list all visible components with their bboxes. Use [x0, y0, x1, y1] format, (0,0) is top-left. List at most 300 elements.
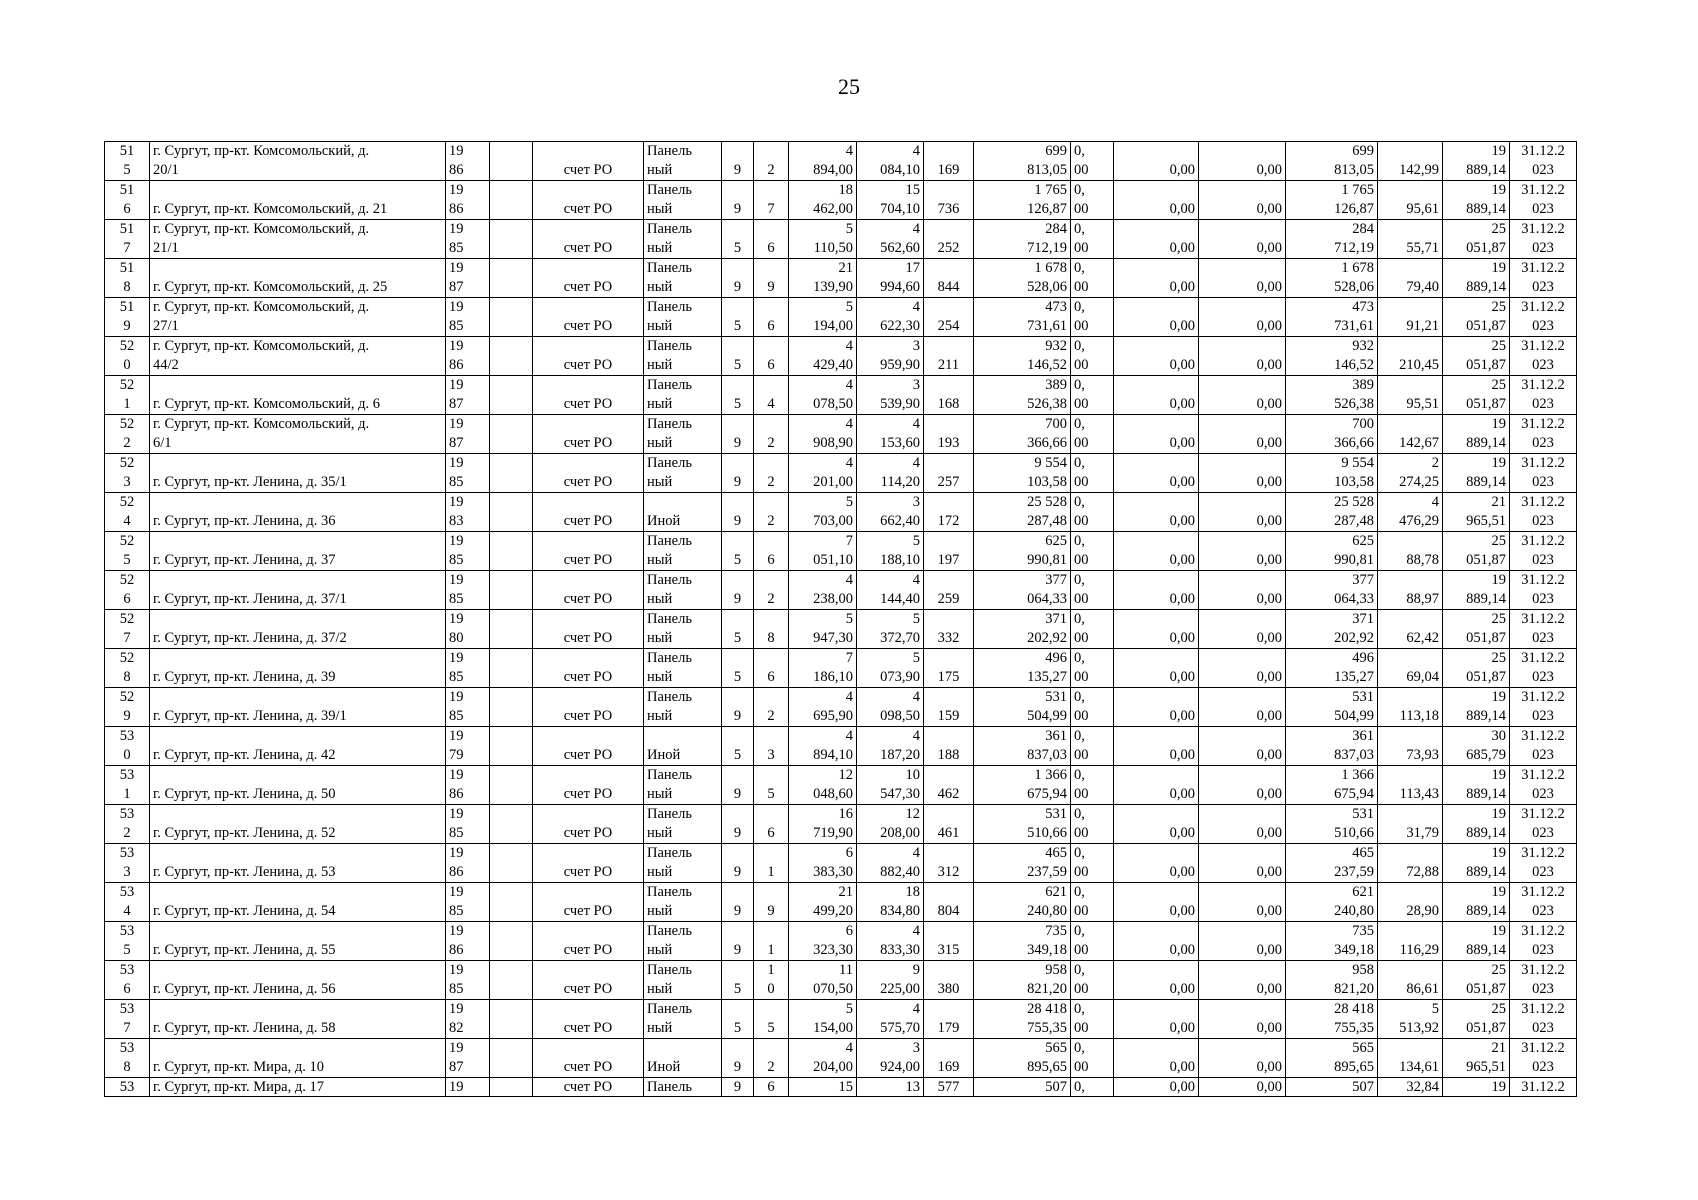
cell-zero-value [1071, 883, 1114, 922]
cell-funds-2 [1199, 610, 1286, 649]
cell-unit-cost-line [1381, 142, 1439, 161]
cell-cost-owners-line: 699 [1352, 143, 1374, 159]
cell-limit-cost-line: 19 [1491, 845, 1506, 861]
cell-year-built [446, 376, 490, 415]
cell-fund-method-line [536, 805, 640, 824]
cell-wall-material-line: ный [647, 552, 673, 568]
cell-residents [924, 532, 974, 571]
cell-funds-1-line [1117, 766, 1195, 785]
cell-floors-line: 9 [733, 1079, 742, 1095]
cell-funds-2 [1199, 142, 1286, 181]
cell-fund-method [533, 1078, 644, 1097]
cell-empty-line [493, 571, 529, 590]
cell-floors-line: 5 [733, 1020, 742, 1036]
cell-wall-material [644, 1000, 722, 1039]
cell-cost-owners [1286, 649, 1378, 688]
cell-wall-material-line: Панель [647, 299, 692, 315]
cell-residents [924, 220, 974, 259]
cell-floors [722, 922, 754, 961]
cell-cost-total-line: 1 678 [1034, 260, 1067, 276]
cell-cost-owners [1286, 961, 1378, 1000]
cell-limit-cost-line: 19 [1491, 182, 1506, 198]
cell-zero-value-line: 00 [1074, 162, 1089, 178]
cell-limit-cost [1443, 1000, 1510, 1039]
cell-planned-date-line: 023 [1532, 903, 1554, 919]
cell-cost-total-line: 287,48 [1027, 513, 1067, 529]
cell-unit-cost [1378, 610, 1443, 649]
cell-year-built [446, 805, 490, 844]
cell-premises-area [857, 415, 924, 454]
cell-year-built-line: 85 [449, 474, 464, 490]
cell-total-area [789, 883, 857, 922]
cell-cost-total [974, 1039, 1071, 1078]
cell-row-number-line: 0 [123, 747, 131, 763]
cell-wall-material-line [647, 1039, 718, 1058]
cell-total-area [789, 1000, 857, 1039]
cell-fund-method [533, 259, 644, 298]
cell-row-number [105, 1078, 150, 1097]
cell-funds-2-line: 0,00 [1256, 591, 1282, 607]
cell-entrances-line [757, 337, 785, 356]
cell-funds-2 [1199, 1000, 1286, 1039]
cell-entrances [754, 727, 789, 766]
cell-entrances [754, 142, 789, 181]
cell-funds-2-line [1202, 298, 1282, 317]
cell-unit-cost-line: 55,71 [1406, 240, 1439, 256]
cell-empty-line [493, 785, 529, 804]
cell-planned-date-line: 023 [1532, 591, 1554, 607]
cell-year-built-line: 19 [449, 1040, 464, 1056]
cell-floors-line [725, 220, 750, 239]
cell-zero-value-line: 0, [1074, 338, 1085, 354]
cell-limit-cost-line: 051,87 [1466, 981, 1506, 997]
cell-cost-owners-line: 465 [1352, 845, 1374, 861]
cell-residents-line [927, 766, 970, 785]
table-body [105, 142, 1577, 1097]
cell-zero-value-line: 0, [1074, 689, 1085, 705]
cell-row-number [105, 337, 150, 376]
cell-limit-cost-line: 889,14 [1466, 435, 1506, 451]
cell-unit-cost-line [1381, 376, 1439, 395]
cell-funds-2-line: 0,00 [1256, 708, 1282, 724]
cell-year-built-line: 85 [449, 981, 464, 997]
cell-floors-line [725, 649, 750, 668]
cell-zero-value-line: 0, [1074, 611, 1085, 627]
cell-address-line: г. Сургут, пр-кт. Ленина, д. 53 [153, 864, 336, 880]
cell-funds-1-line: 0,00 [1169, 474, 1195, 490]
cell-row-number-line: 52 [119, 689, 135, 705]
cell-planned-date-line: 31.12.2 [1521, 299, 1565, 315]
cell-premises-area-line: 153,60 [880, 435, 920, 451]
cell-row-number-line: 6 [123, 981, 131, 997]
cell-wall-material-line: Панель [647, 650, 692, 666]
cell-limit-cost [1443, 298, 1510, 337]
cell-total-area-line: 4 [845, 455, 853, 471]
cell-fund-method [533, 883, 644, 922]
cell-funds-2 [1199, 181, 1286, 220]
cell-address-line: г. Сургут, пр-кт. Ленина, д. 35/1 [153, 474, 347, 490]
cell-total-area-line: 4 [845, 572, 853, 588]
cell-zero-value-line: 00 [1074, 1059, 1089, 1075]
cell-premises-area-line: 084,10 [880, 162, 920, 178]
cell-address-line [153, 532, 442, 551]
cell-total-area [789, 220, 857, 259]
cell-cost-owners-line: 126,87 [1334, 201, 1374, 217]
cell-year-built-line: 86 [449, 864, 464, 880]
cell-floors-line [725, 181, 750, 200]
cell-cost-total-line: 237,59 [1027, 864, 1067, 880]
cell-residents [924, 1000, 974, 1039]
cell-row-number [105, 1000, 150, 1039]
cell-residents-line: 168 [937, 396, 960, 412]
cell-entrances [754, 688, 789, 727]
cell-floors-line [725, 688, 750, 707]
cell-limit-cost-line: 19 [1491, 260, 1506, 276]
cell-total-area-line: 139,90 [813, 279, 853, 295]
cell-empty-line [493, 1078, 529, 1096]
cell-zero-value-line: 0, [1074, 1001, 1085, 1017]
cell-cost-total-line: 103,58 [1027, 474, 1067, 490]
cell-wall-material-line: ный [647, 903, 673, 919]
cell-wall-material-line: Панель [647, 884, 692, 900]
cell-premises-area-line: 833,30 [880, 942, 920, 958]
cell-premises-area-line: 994,60 [880, 279, 920, 295]
cell-cost-total-line: 895,65 [1027, 1059, 1067, 1075]
cell-funds-2 [1199, 532, 1286, 571]
cell-cost-total-line: 712,19 [1027, 240, 1067, 256]
cell-premises-area-line: 225,00 [880, 981, 920, 997]
cell-cost-owners-line: 371 [1352, 611, 1374, 627]
cell-empty [490, 922, 533, 961]
cell-unit-cost [1378, 805, 1443, 844]
cell-funds-1 [1114, 298, 1199, 337]
cell-total-area [789, 688, 857, 727]
cell-empty [490, 688, 533, 727]
cell-zero-value-line: 0, [1074, 377, 1085, 393]
cell-year-built-line: 85 [449, 825, 464, 841]
cell-limit-cost-line: 25 [1491, 338, 1506, 354]
cell-funds-1 [1114, 610, 1199, 649]
cell-cost-owners-line: 135,27 [1334, 669, 1374, 685]
cell-zero-value-line: 0, [1074, 728, 1085, 744]
cell-year-built-line: 19 [449, 182, 464, 198]
cell-year-built [446, 220, 490, 259]
cell-cost-owners-line: 990,81 [1334, 552, 1374, 568]
cell-planned-date-line: 023 [1532, 357, 1554, 373]
cell-row-number-line: 53 [119, 884, 135, 900]
cell-funds-1-line: 0,00 [1169, 318, 1195, 334]
cell-planned-date-line: 023 [1532, 981, 1554, 997]
cell-address-line: г. Сургут, пр-кт. Комсомольский, д. [153, 338, 370, 354]
cell-year-built-line: 82 [449, 1020, 464, 1036]
cell-address-line: г. Сургут, пр-кт. Мира, д. 17 [153, 1079, 324, 1095]
cell-cost-total [974, 142, 1071, 181]
cell-residents-line: 259 [937, 591, 960, 607]
cell-floors-line [725, 337, 750, 356]
cell-year-built [446, 961, 490, 1000]
cell-unit-cost-line: 32,84 [1406, 1079, 1439, 1095]
cell-fund-method [533, 454, 644, 493]
cell-empty-line [493, 532, 529, 551]
cell-total-area [789, 727, 857, 766]
cell-funds-2 [1199, 415, 1286, 454]
cell-fund-method [533, 298, 644, 337]
table-row [105, 1039, 1577, 1078]
cell-cost-total [974, 649, 1071, 688]
cell-funds-2-line [1202, 766, 1282, 785]
cell-row-number-line: 53 [119, 767, 135, 783]
cell-residents-line: 332 [937, 630, 960, 646]
cell-unit-cost-line [1381, 532, 1439, 551]
cell-limit-cost-line: 051,87 [1466, 669, 1506, 685]
cell-wall-material [644, 922, 722, 961]
cell-year-built-line: 85 [449, 591, 464, 607]
cell-address [150, 142, 446, 181]
cell-total-area-line: 703,00 [813, 513, 853, 529]
cell-funds-1-line: 0,00 [1169, 513, 1195, 529]
cell-residents-line: 844 [937, 279, 960, 295]
cell-residents [924, 1039, 974, 1078]
cell-year-built-line: 85 [449, 240, 464, 256]
cell-cost-owners-line: 504,99 [1334, 708, 1374, 724]
cell-unit-cost-line: 95,61 [1406, 201, 1439, 217]
cell-fund-method-line: счет РО [563, 318, 613, 334]
cell-floors [722, 532, 754, 571]
table-row [105, 805, 1577, 844]
cell-limit-cost [1443, 337, 1510, 376]
cell-entrances-line: 5 [767, 1020, 775, 1036]
cell-funds-2 [1199, 337, 1286, 376]
cell-funds-1 [1114, 571, 1199, 610]
cell-row-number-line: 8 [123, 1059, 131, 1075]
cell-total-area-line: 7 [845, 650, 853, 666]
cell-year-built [446, 1039, 490, 1078]
cell-entrances [754, 844, 789, 883]
cell-limit-cost-line: 889,14 [1466, 708, 1506, 724]
cell-planned-date-line: 31.12.2 [1521, 260, 1565, 276]
cell-row-number [105, 415, 150, 454]
cell-fund-method-line [536, 649, 640, 668]
cell-total-area-line: 12 [838, 767, 853, 783]
cell-empty [490, 1039, 533, 1078]
cell-premises-area [857, 805, 924, 844]
cell-cost-owners-line: 9 554 [1341, 455, 1374, 471]
cell-zero-value-line: 0, [1074, 1079, 1085, 1095]
cell-wall-material [644, 181, 722, 220]
cell-wall-material [644, 571, 722, 610]
cell-funds-1-line: 0,00 [1169, 1079, 1195, 1095]
cell-fund-method-line [536, 376, 640, 395]
cell-funds-1 [1114, 220, 1199, 259]
cell-year-built [446, 454, 490, 493]
cell-funds-2-line [1202, 376, 1282, 395]
cell-zero-value [1071, 532, 1114, 571]
cell-cost-total [974, 298, 1071, 337]
cell-address [150, 337, 446, 376]
cell-entrances [754, 259, 789, 298]
cell-wall-material-line: ный [647, 357, 673, 373]
cell-empty-line [493, 629, 529, 648]
cell-fund-method-line [536, 844, 640, 863]
cell-floors [722, 688, 754, 727]
cell-residents-line [927, 688, 970, 707]
cell-unit-cost-line: 142,67 [1399, 435, 1439, 451]
cell-wall-material-line: ный [647, 396, 673, 412]
cell-fund-method-line [536, 415, 640, 434]
cell-address [150, 376, 446, 415]
cell-floors-line [725, 883, 750, 902]
cell-row-number-line: 52 [119, 455, 135, 471]
cell-funds-2 [1199, 805, 1286, 844]
cell-limit-cost-line: 25 [1491, 533, 1506, 549]
cell-zero-value-line: 0, [1074, 806, 1085, 822]
cell-cost-total-line: 465 [1045, 845, 1067, 861]
cell-unit-cost [1378, 220, 1443, 259]
cell-limit-cost [1443, 376, 1510, 415]
cell-premises-area-line: 12 [905, 806, 920, 822]
cell-cost-owners-line: 735 [1352, 923, 1374, 939]
cell-residents-line [927, 1000, 970, 1019]
cell-cost-owners [1286, 727, 1378, 766]
cell-address-line: г. Сургут, пр-кт. Ленина, д. 42 [153, 747, 336, 763]
cell-funds-1 [1114, 1039, 1199, 1078]
cell-row-number-line: 52 [119, 338, 135, 354]
cell-zero-value-line: 00 [1074, 903, 1089, 919]
cell-fund-method [533, 571, 644, 610]
cell-year-built-line: 19 [449, 338, 464, 354]
cell-limit-cost-line: 889,14 [1466, 903, 1506, 919]
cell-funds-1-line: 0,00 [1169, 981, 1195, 997]
cell-wall-material-line: Иной [647, 513, 681, 529]
cell-empty-line [493, 356, 529, 375]
cell-row-number-line: 8 [123, 279, 131, 295]
cell-planned-date-line: 31.12.2 [1521, 845, 1565, 861]
cell-cost-total-line: 625 [1045, 533, 1067, 549]
cell-unit-cost-line [1381, 688, 1439, 707]
cell-funds-1-line: 0,00 [1169, 357, 1195, 373]
cell-limit-cost [1443, 220, 1510, 259]
cell-floors [722, 883, 754, 922]
cell-unit-cost [1378, 181, 1443, 220]
cell-entrances [754, 337, 789, 376]
cell-premises-area-line: 4 [912, 299, 920, 315]
cell-zero-value-line: 00 [1074, 630, 1089, 646]
cell-address-line: г. Сургут, пр-кт. Ленина, д. 37/2 [153, 630, 347, 646]
cell-total-area [789, 532, 857, 571]
cell-planned-date-line: 31.12.2 [1521, 650, 1565, 666]
cell-entrances-line: 2 [767, 162, 775, 178]
cell-floors-line: 9 [733, 786, 742, 802]
cell-funds-1-line [1117, 259, 1195, 278]
cell-funds-1 [1114, 454, 1199, 493]
cell-wall-material-line: Панель [647, 533, 692, 549]
cell-planned-date-line: 023 [1532, 942, 1554, 958]
cell-planned-date-line: 31.12.2 [1521, 338, 1565, 354]
cell-cost-owners-line: 361 [1352, 728, 1374, 744]
cell-planned-date-line: 023 [1532, 786, 1554, 802]
cell-address-line: г. Сургут, пр-кт. Комсомольский, д. 6 [153, 396, 380, 412]
cell-wall-material-line: ный [647, 669, 673, 685]
cell-cost-owners [1286, 883, 1378, 922]
cell-premises-area [857, 961, 924, 1000]
cell-address [150, 727, 446, 766]
cell-limit-cost [1443, 493, 1510, 532]
cell-cost-owners-line: 510,66 [1334, 825, 1374, 841]
cell-residents-line: 179 [937, 1020, 960, 1036]
cell-limit-cost-line: 051,87 [1466, 357, 1506, 373]
cell-cost-owners [1286, 610, 1378, 649]
cell-address-line [153, 454, 442, 473]
cell-wall-material [644, 844, 722, 883]
cell-planned-date-line: 31.12.2 [1521, 494, 1565, 510]
cell-limit-cost-line: 19 [1491, 455, 1506, 471]
cell-row-number [105, 493, 150, 532]
cell-fund-method-line [536, 766, 640, 785]
cell-limit-cost [1443, 805, 1510, 844]
cell-row-number-line: 4 [123, 903, 131, 919]
cell-fund-method-line: счет РО [563, 279, 613, 295]
cell-limit-cost-line: 19 [1491, 689, 1506, 705]
cell-entrances-line [757, 805, 785, 824]
cell-funds-2 [1199, 766, 1286, 805]
cell-premises-area-line: 622,30 [880, 318, 920, 334]
cell-address-line [153, 259, 442, 278]
cell-floors-line [725, 259, 750, 278]
cell-cost-owners-line: 675,94 [1334, 786, 1374, 802]
cell-limit-cost-line: 889,14 [1466, 825, 1506, 841]
cell-floors-line [725, 610, 750, 629]
cell-year-built [446, 922, 490, 961]
cell-premises-area [857, 727, 924, 766]
cell-fund-method [533, 766, 644, 805]
cell-total-area [789, 1039, 857, 1078]
cell-planned-date [1510, 805, 1577, 844]
cell-funds-2 [1199, 454, 1286, 493]
cell-year-built-line: 79 [449, 747, 464, 763]
cell-planned-date-line: 023 [1532, 318, 1554, 334]
cell-planned-date [1510, 727, 1577, 766]
cell-cost-total-line: 958 [1045, 962, 1067, 978]
cell-cost-owners-line: 837,03 [1334, 747, 1374, 763]
cell-floors-line: 9 [733, 903, 742, 919]
cell-year-built [446, 259, 490, 298]
cell-floors [722, 142, 754, 181]
cell-limit-cost-line: 19 [1491, 884, 1506, 900]
cell-premises-area-line: 959,90 [880, 357, 920, 373]
cell-limit-cost-line: 051,87 [1466, 630, 1506, 646]
cell-entrances-line [757, 1039, 785, 1058]
cell-premises-area-line: 882,40 [880, 864, 920, 880]
page-number: 25 [838, 74, 860, 99]
cell-floors-line: 5 [733, 747, 742, 763]
cell-year-built-line: 83 [449, 513, 464, 529]
cell-residents-line: 172 [937, 513, 960, 529]
cell-cost-owners-line: 932 [1352, 338, 1374, 354]
cell-funds-2-line [1202, 259, 1282, 278]
cell-funds-1 [1114, 649, 1199, 688]
cell-planned-date [1510, 961, 1577, 1000]
cell-wall-material [644, 1039, 722, 1078]
cell-limit-cost-line: 889,14 [1466, 942, 1506, 958]
cell-floors [722, 844, 754, 883]
cell-cost-total-line: 371 [1045, 611, 1067, 627]
cell-entrances-line: 2 [767, 513, 775, 529]
cell-cost-total [974, 883, 1071, 922]
cell-zero-value [1071, 1000, 1114, 1039]
cell-floors-line [725, 727, 750, 746]
cell-empty [490, 298, 533, 337]
cell-planned-date-line: 023 [1532, 825, 1554, 841]
